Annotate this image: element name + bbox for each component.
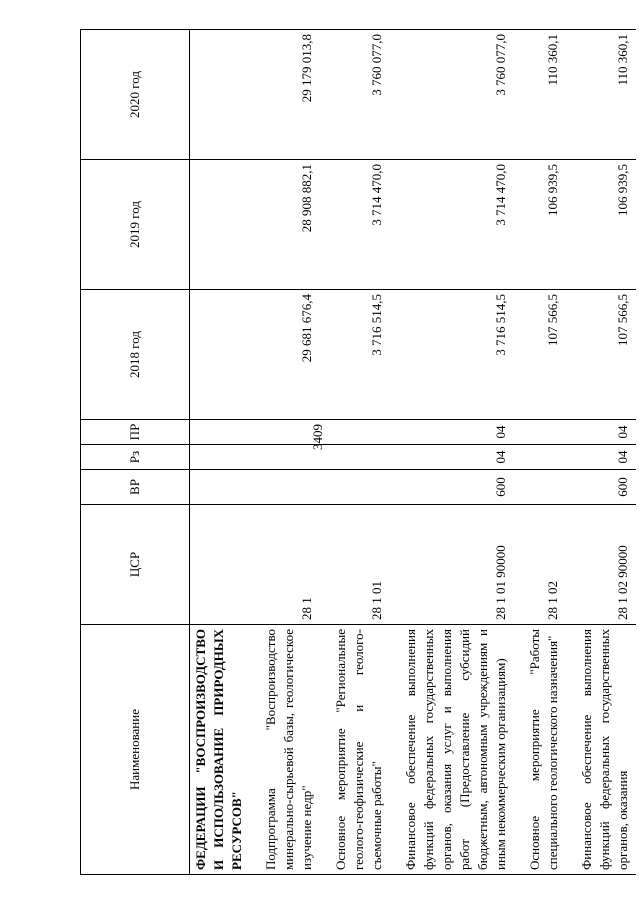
row-spacer — [320, 30, 330, 875]
row-2018: 107 566,5 — [524, 290, 566, 420]
row-2020 — [190, 30, 251, 160]
row-2020: 3 760 077,0 — [400, 30, 514, 160]
table-row — [524, 30, 566, 875]
row-spacer — [514, 30, 524, 875]
page-number: 3409 — [310, 424, 325, 450]
row-name: Основное мероприятие "Региональные геолого-геофизические и геолого-съемочные работы" — [330, 625, 390, 875]
row-pr — [330, 420, 390, 445]
table-row — [260, 30, 320, 875]
row-2018: 29 681 676,4 — [260, 290, 320, 420]
table-row — [190, 30, 251, 875]
table-row — [400, 30, 514, 875]
row-spacer — [250, 30, 260, 875]
row-vr: 600 — [400, 470, 514, 505]
budget-table — [80, 29, 636, 875]
row-2020: 110 360,1 — [524, 30, 566, 160]
header-2018: 2018 год — [81, 290, 190, 420]
row-rz: 04 — [576, 445, 636, 470]
row-rz — [260, 445, 320, 470]
row-vr — [260, 470, 320, 505]
row-2019: 106 939,5 — [524, 160, 566, 290]
row-2020: 29 179 013,8 — [260, 30, 320, 160]
row-pr — [260, 420, 320, 445]
row-rz: 04 — [400, 445, 514, 470]
row-2020: 3 760 077,0 — [330, 30, 390, 160]
row-vr: 600 — [576, 470, 636, 505]
row-2018 — [190, 290, 251, 420]
row-rz — [330, 445, 390, 470]
row-pr — [524, 420, 566, 445]
row-csr: 28 1 — [260, 505, 320, 625]
row-vr — [524, 470, 566, 505]
row-spacer — [390, 30, 400, 875]
table-header-row — [81, 30, 190, 875]
row-vr — [330, 470, 390, 505]
row-csr: 28 1 01 — [330, 505, 390, 625]
table-row — [576, 30, 636, 875]
row-csr: 28 1 02 90000 — [576, 505, 636, 625]
row-pr — [190, 420, 251, 445]
header-2019: 2019 год — [81, 160, 190, 290]
row-2019: 3 714 470,0 — [330, 160, 390, 290]
row-2019: 106 939,5 — [576, 160, 636, 290]
row-2019: 3 714 470,0 — [400, 160, 514, 290]
row-2018: 3 716 514,5 — [400, 290, 514, 420]
row-2020: 110 360,1 — [576, 30, 636, 160]
row-rz — [524, 445, 566, 470]
row-2019 — [190, 160, 251, 290]
header-pr: ПР — [81, 420, 190, 445]
row-2018: 3 716 514,5 — [330, 290, 390, 420]
header-csr: ЦСР — [81, 505, 190, 625]
table-row — [330, 30, 390, 875]
rotated-table-wrapper — [80, 30, 630, 875]
row-pr: 04 — [576, 420, 636, 445]
header-name: Наименование — [81, 625, 190, 875]
row-rz — [190, 445, 251, 470]
row-name: Основное мероприятие "Работы специального геологического назначения" — [524, 625, 566, 875]
row-2018: 107 566,5 — [576, 290, 636, 420]
row-pr: 04 — [400, 420, 514, 445]
row-csr — [190, 505, 251, 625]
header-2020: 2020 год — [81, 30, 190, 160]
row-vr — [190, 470, 251, 505]
row-spacer — [566, 30, 576, 875]
row-name: Подпрограмма "Воспроизводство минерально-сырьевой базы, геологическое изучение недр" — [260, 625, 320, 875]
row-name: Финансовое обеспечение выполнения функций федеральных государственных органов, оказания — [576, 625, 636, 875]
row-csr: 28 1 02 — [524, 505, 566, 625]
row-name: ФЕДЕРАЦИИ "ВОСПРОИЗВОДСТВО И ИСПОЛЬЗОВАНИЕ ПРИРОДНЫХ РЕСУРСОВ" — [190, 625, 251, 875]
header-vr: ВР — [81, 470, 190, 505]
header-rz: Рз — [81, 445, 190, 470]
row-2019: 28 908 882,1 — [260, 160, 320, 290]
row-csr: 28 1 01 90000 — [400, 505, 514, 625]
row-name: Финансовое обеспечение выполнения функций федеральных государственных органов, оказания услуг и выполнения работ (Предоставление субсидий бюджетным, автономным учреждениям и иным некоммерческим организациям) — [400, 625, 514, 875]
